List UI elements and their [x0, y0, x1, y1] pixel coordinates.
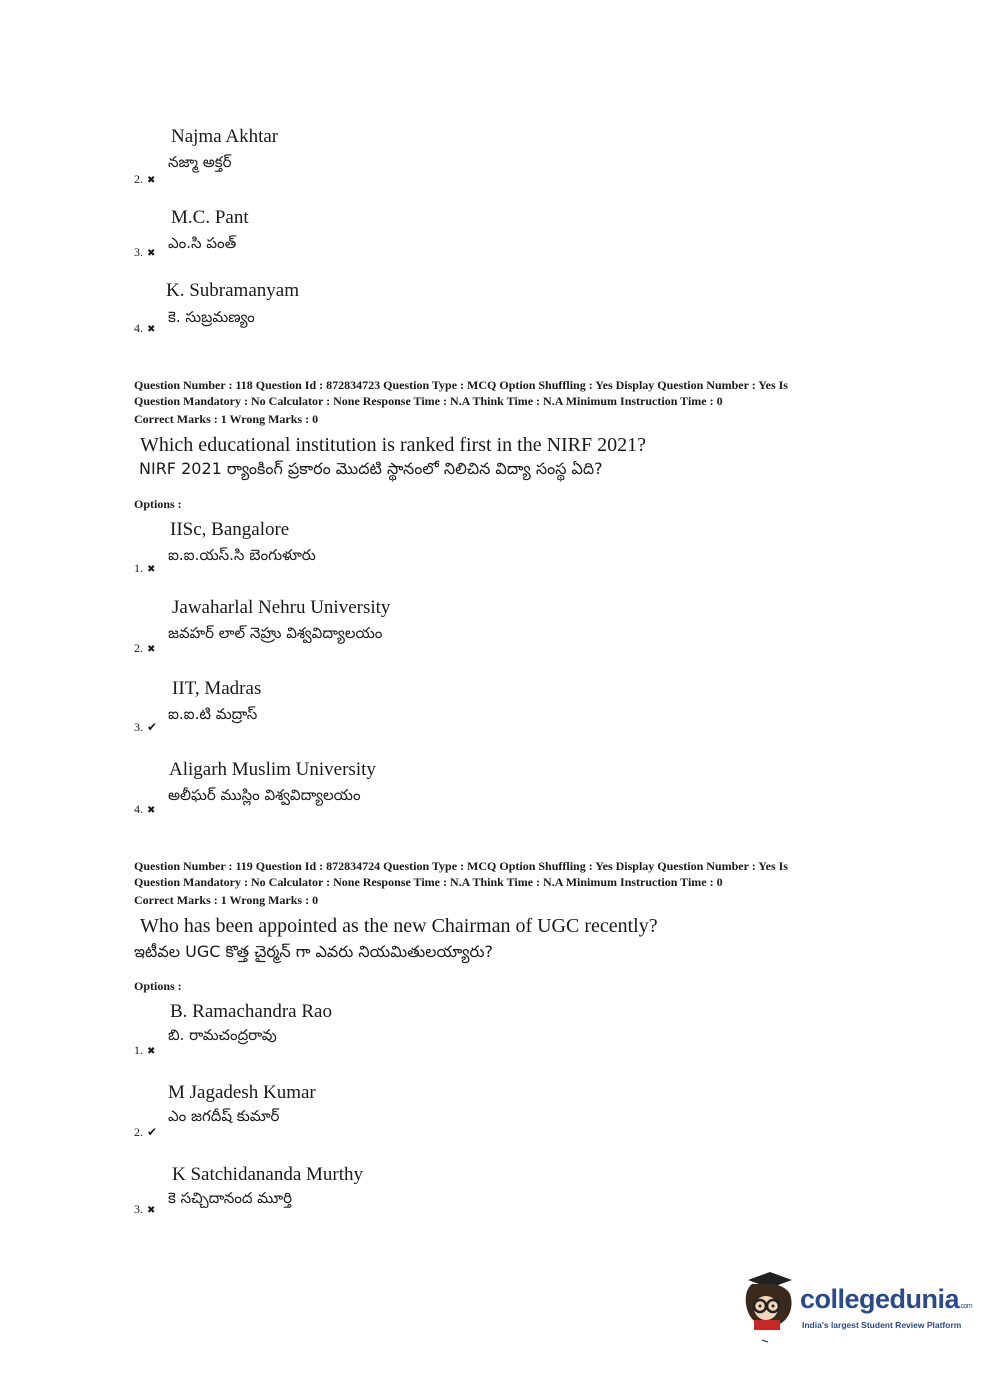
option-number: 2. ✖: [134, 641, 156, 655]
option-english: Najma Akhtar: [171, 126, 279, 147]
option-english: IISc, Bangalore: [170, 519, 290, 540]
wrong-mark-icon: ✖: [147, 644, 156, 655]
wrong-mark-icon: ✖: [147, 1046, 156, 1057]
option-number: 2. ✔: [134, 1125, 158, 1139]
question-text-telugu: NIRF 2021 ర్యాంకింగ్ ప్రకారం మొదటి స్థానంలో నిలిచిన విద్యా సంస్థ ఏది?: [139, 459, 603, 478]
option-number: 2. ✖: [134, 172, 156, 186]
option-english: IIT, Madras: [172, 678, 262, 699]
option-number: 1. ✖: [134, 1043, 156, 1057]
option-number: 3. ✖: [134, 245, 156, 259]
question-meta-118: Question Number : 118 Question Id : 872834723 Question Type : MCQ Option Shuffling : Yes Display Question Number : Yes Is Question Mandatory : No Calculator : None Response Time : N.A Think Time : N.A Minimum Instruction Time : 0 Correct Marks : 1 Wrong Marks : 0: [134, 378, 788, 426]
correct-mark-icon: ✔: [147, 1125, 158, 1139]
option-telugu: ఐ.ఐ.టి మద్రాస్: [168, 705, 258, 723]
option-telugu: కె. సుబ్రమణ్యం: [168, 308, 255, 326]
option-telugu: ఎం.సి పంత్: [168, 234, 237, 252]
option-telugu: జవహర్ లాల్ నెహ్రు విశ్వవిద్యాలయం: [168, 624, 383, 642]
option-number: 4. ✖: [134, 321, 156, 335]
option-english: Jawaharlal Nehru University: [172, 597, 391, 618]
collegedunia-logo: [742, 1272, 982, 1344]
option-english: Aligarh Muslim University: [169, 759, 376, 780]
question-text-english: Which educational institution is ranked first in the NIRF 2021?: [140, 434, 647, 456]
options-label: Options :: [134, 497, 182, 511]
logo-wordmark: collegedunia.com: [800, 1284, 973, 1314]
option-english: K Satchidananda Murthy: [172, 1164, 364, 1185]
option-number: 1. ✖: [134, 561, 156, 575]
option-english: K. Subramanyam: [166, 280, 299, 301]
option-telugu: కె సచ్చిదానంద మూర్తి: [168, 1189, 293, 1207]
options-label: Options :: [134, 979, 182, 993]
wrong-mark-icon: ✖: [147, 1205, 156, 1216]
option-telugu: బి. రామచంద్రరావు: [168, 1026, 277, 1044]
correct-mark-icon: ✔: [147, 720, 158, 734]
option-telugu: నజ్మా అక్తర్: [168, 153, 232, 171]
wrong-mark-icon: ✖: [147, 805, 156, 816]
question-text-telugu: ఇటీవల UGC కొత్త చైర్మన్ గా ఎవరు నియమితులయ్యారు?: [134, 942, 494, 961]
option-english: B. Ramachandra Rao: [170, 1001, 332, 1022]
mascot-icon: [742, 1272, 800, 1344]
question-meta-119: Question Number : 119 Question Id : 872834724 Question Type : MCQ Option Shuffling : Yes Display Question Number : Yes Is Question Mandatory : No Calculator : None Response Time : N.A Think Time : N.A Minimum Instruction Time : 0 Correct Marks : 1 Wrong Marks : 0: [134, 859, 788, 907]
option-english: M.C. Pant: [171, 207, 249, 228]
wrong-mark-icon: ✖: [147, 564, 156, 575]
option-telugu: ఎం జగదీష్ కుమార్: [168, 1107, 280, 1125]
option-telugu: అలీఘర్ ముస్లిం విశ్వవిద్యాలయం: [168, 786, 361, 804]
option-number: 4. ✖: [134, 802, 156, 816]
option-telugu: ఐ.ఐ.యస్.సి బెంగుళూరు: [168, 546, 316, 564]
wrong-mark-icon: ✖: [147, 248, 156, 259]
option-number: 3. ✖: [134, 1202, 156, 1216]
wrong-mark-icon: ✖: [147, 175, 156, 186]
option-number: 3. ✔: [134, 720, 158, 734]
option-english: M Jagadesh Kumar: [168, 1082, 316, 1103]
wrong-mark-icon: ✖: [147, 324, 156, 335]
question-text-english: Who has been appointed as the new Chairman of UGC recently?: [140, 915, 658, 937]
logo-tagline: India's largest Student Review Platform: [802, 1320, 962, 1330]
